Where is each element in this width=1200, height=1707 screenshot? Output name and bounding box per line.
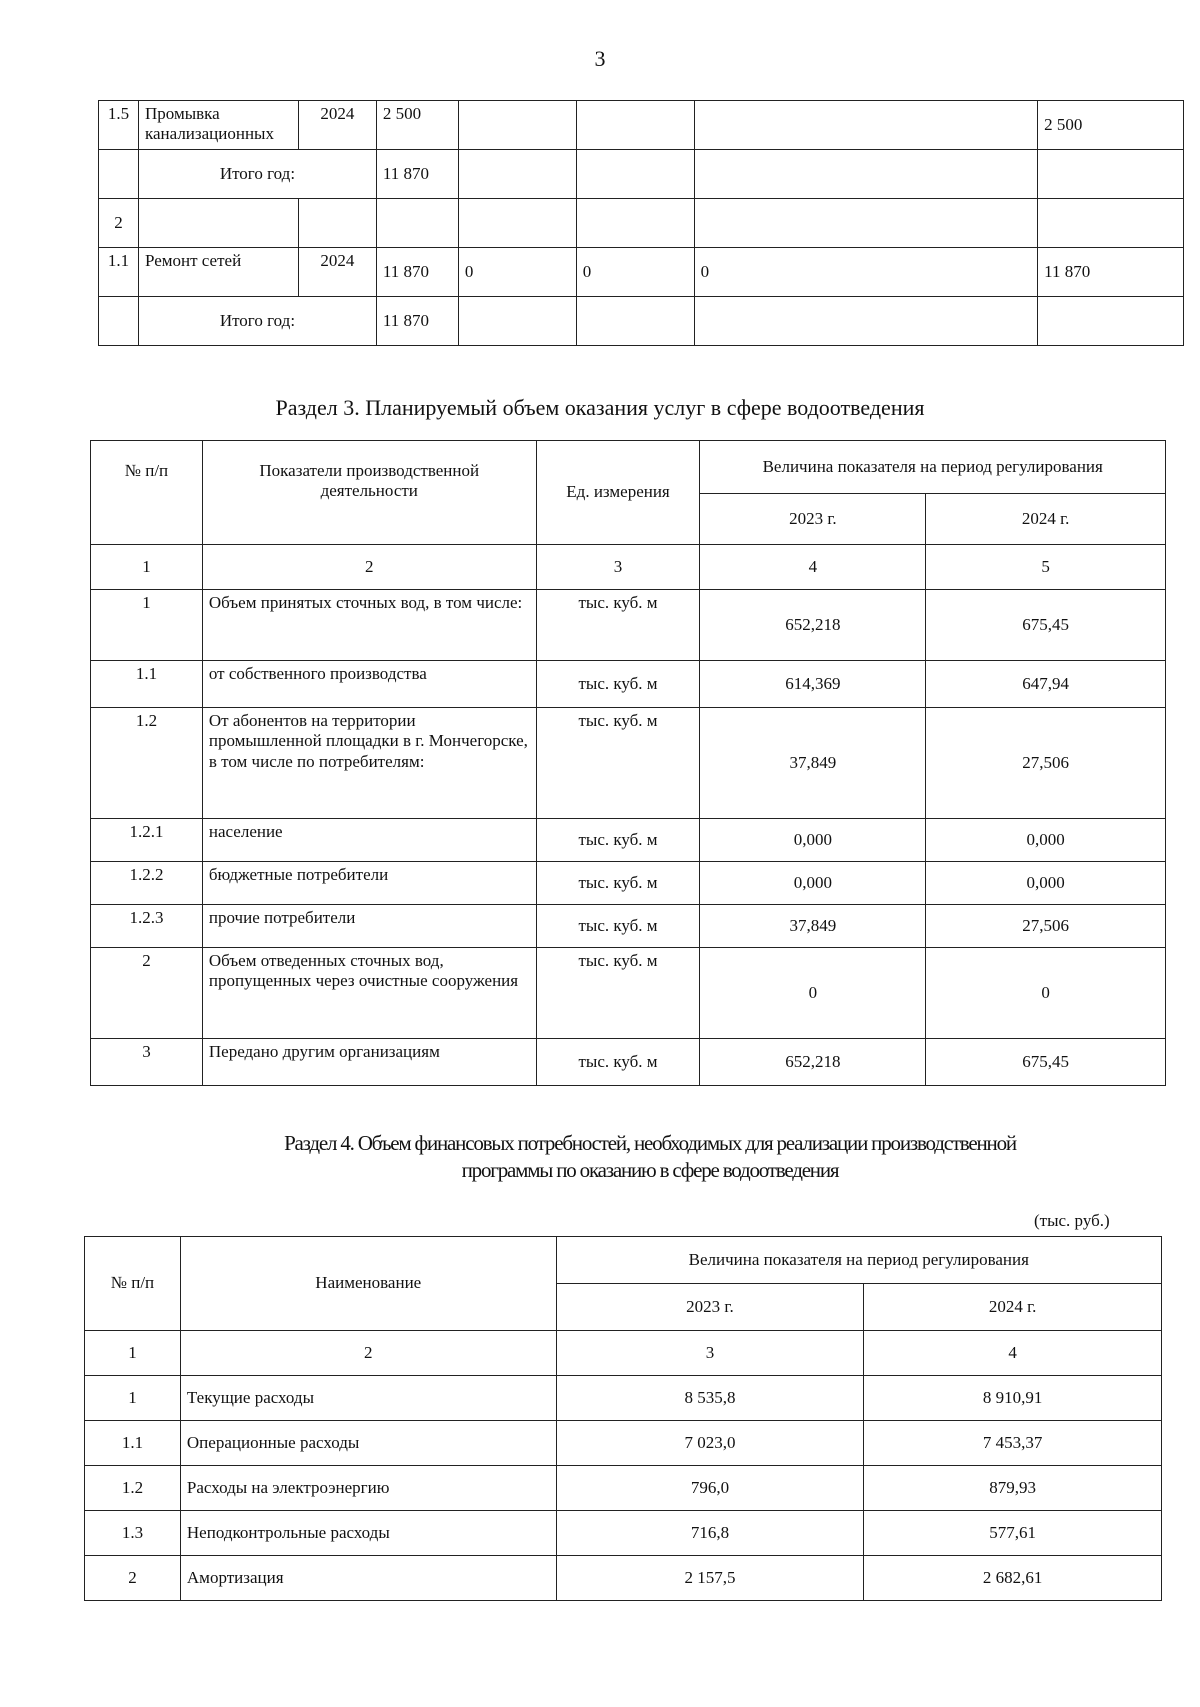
section-3-table [90, 440, 1166, 1086]
unit-cell: тыс. куб. м [536, 1039, 700, 1086]
year-cell: 2024 [298, 248, 376, 297]
table-row [91, 948, 1166, 1039]
col-number: 3 [556, 1331, 864, 1376]
empty-cell [576, 199, 694, 248]
value-cell: 11 870 [1038, 248, 1184, 297]
value-2024: 27,506 [926, 905, 1166, 948]
indicator-name: бюджетные потребители [202, 862, 536, 905]
value-cell [576, 101, 694, 150]
value-2023: 37,849 [700, 708, 926, 819]
table-row [85, 1556, 1162, 1601]
row-number: 1.1 [99, 248, 139, 297]
unit-cell: тыс. куб. м [536, 661, 700, 708]
col-number: 4 [700, 545, 926, 590]
row-number: 1.2.3 [91, 905, 203, 948]
section-4-title [150, 1130, 1150, 1185]
table-row [99, 297, 1184, 346]
expense-name: Неподконтрольные расходы [180, 1511, 556, 1556]
col-number: 2 [202, 545, 536, 590]
value-2023: 7 023,0 [556, 1421, 864, 1466]
value-2024: 0 [926, 948, 1166, 1039]
row-number: 1 [91, 590, 203, 661]
program-continuation-table [98, 100, 1184, 346]
section-4-title-line-1: Раздел 4. Объем финансовых потребностей, необходимых для реализации производственной [284, 1131, 1016, 1155]
subtotal-label: Итого год: [138, 297, 376, 346]
value-2024: 0,000 [926, 819, 1166, 862]
col-number: 3 [536, 545, 700, 590]
value-2023: 0 [700, 948, 926, 1039]
value-cell: 0 [576, 248, 694, 297]
empty-cell [1038, 297, 1184, 346]
table-header-row [91, 441, 1166, 494]
empty-cell [694, 150, 1038, 199]
section-4-table [84, 1236, 1162, 1601]
header-indicator: Показатели производственной деятельности [202, 441, 536, 545]
value-2023: 614,369 [700, 661, 926, 708]
unit-note: (тыс. руб.) [1034, 1211, 1110, 1230]
page-number: 3 [594, 46, 606, 71]
empty-cell [694, 199, 1038, 248]
value-cell: 2 500 [1038, 101, 1184, 150]
row-number: 1.2.1 [91, 819, 203, 862]
row-number: 1.2 [85, 1466, 181, 1511]
empty-cell [99, 297, 139, 346]
value-2024: 675,45 [926, 590, 1166, 661]
table-row [91, 708, 1166, 819]
empty-cell [1038, 150, 1184, 199]
value-2023: 796,0 [556, 1466, 864, 1511]
indicator-name: От абонентов на территории промышленной площадки в г. Мончегорске, в том числе по потребителям: [202, 708, 536, 819]
table-row [99, 199, 1184, 248]
row-number: 1 [85, 1376, 181, 1421]
total-cell: 2 500 [376, 101, 458, 150]
header-year-2023: 2023 г. [556, 1284, 864, 1331]
value-cell: 0 [458, 248, 576, 297]
row-number: 2 [91, 948, 203, 1039]
empty-cell [298, 199, 376, 248]
value-2023: 0,000 [700, 819, 926, 862]
subtotal-value: 11 870 [376, 297, 458, 346]
table-row [91, 661, 1166, 708]
value-2023: 652,218 [700, 1039, 926, 1086]
value-2023: 2 157,5 [556, 1556, 864, 1601]
empty-cell [138, 199, 298, 248]
value-2024: 2 682,61 [864, 1556, 1162, 1601]
measure-name: Промывка канализационных [138, 101, 298, 150]
unit-cell: тыс. куб. м [536, 905, 700, 948]
empty-cell [458, 199, 576, 248]
row-number: 2 [85, 1556, 181, 1601]
empty-cell [458, 297, 576, 346]
value-2024: 675,45 [926, 1039, 1166, 1086]
col-number: 1 [85, 1331, 181, 1376]
column-number-row [91, 545, 1166, 590]
value-2024: 647,94 [926, 661, 1166, 708]
col-number: 5 [926, 545, 1166, 590]
row-number: 1.3 [85, 1511, 181, 1556]
table-row [85, 1466, 1162, 1511]
row-number: 3 [91, 1039, 203, 1086]
empty-cell [576, 150, 694, 199]
row-number: 1.1 [91, 661, 203, 708]
row-number: 2 [99, 199, 139, 248]
empty-cell [99, 150, 139, 199]
header-name: Наименование [180, 1237, 556, 1331]
measure-name: Ремонт сетей [138, 248, 298, 297]
table-row [85, 1376, 1162, 1421]
empty-cell [694, 297, 1038, 346]
year-cell: 2024 [298, 101, 376, 150]
subtotal-value: 11 870 [376, 150, 458, 199]
value-2023: 0,000 [700, 862, 926, 905]
value-2023: 716,8 [556, 1511, 864, 1556]
unit-cell: тыс. куб. м [536, 590, 700, 661]
value-2024: 0,000 [926, 862, 1166, 905]
header-period: Величина показателя на период регулирования [556, 1237, 1161, 1284]
column-number-row [85, 1331, 1162, 1376]
row-number: 1.2.2 [91, 862, 203, 905]
header-year-2023: 2023 г. [700, 494, 926, 545]
value-2023: 37,849 [700, 905, 926, 948]
header-num: № п/п [91, 441, 203, 545]
header-num: № п/п [85, 1237, 181, 1331]
expense-name: Амортизация [180, 1556, 556, 1601]
row-number: 1.2 [91, 708, 203, 819]
value-2023: 652,218 [700, 590, 926, 661]
unit-cell: тыс. куб. м [536, 819, 700, 862]
unit-cell: тыс. куб. м [536, 708, 700, 819]
section-3-title: Раздел 3. Планируемый объем оказания услуг в сфере водоотведения [275, 395, 925, 420]
table-row [91, 862, 1166, 905]
subtotal-label: Итого год: [138, 150, 376, 199]
table-row [85, 1511, 1162, 1556]
value-2024: 27,506 [926, 708, 1166, 819]
table-row [85, 1421, 1162, 1466]
unit-cell: тыс. куб. м [536, 862, 700, 905]
section-4-title-line-2: программы по оказанию в сфере водоотведения [461, 1158, 839, 1183]
value-2024: 879,93 [864, 1466, 1162, 1511]
value-cell [458, 101, 576, 150]
indicator-name: прочие потребители [202, 905, 536, 948]
header-unit: Ед. измерения [536, 441, 700, 545]
empty-cell [458, 150, 576, 199]
header-year-2024: 2024 г. [926, 494, 1166, 545]
col-number: 4 [864, 1331, 1162, 1376]
value-2024: 7 453,37 [864, 1421, 1162, 1466]
total-cell: 11 870 [376, 248, 458, 297]
indicator-name: Объем принятых сточных вод, в том числе: [202, 590, 536, 661]
table-row [91, 905, 1166, 948]
table-row [91, 1039, 1166, 1086]
indicator-name: Объем отведенных сточных вод, пропущенных через очистные сооружения [202, 948, 536, 1039]
empty-cell [576, 297, 694, 346]
col-number: 1 [91, 545, 203, 590]
unit-cell: тыс. куб. м [536, 948, 700, 1039]
table-row [99, 101, 1184, 150]
value-2023: 8 535,8 [556, 1376, 864, 1421]
table-row [99, 150, 1184, 199]
table-header-row [85, 1237, 1162, 1284]
value-cell [694, 101, 1038, 150]
header-year-2024: 2024 г. [864, 1284, 1162, 1331]
row-number: 1.5 [99, 101, 139, 150]
table-row [99, 248, 1184, 297]
indicator-name: Передано другим организациям [202, 1039, 536, 1086]
value-cell: 0 [694, 248, 1038, 297]
col-number: 2 [180, 1331, 556, 1376]
header-period: Величина показателя на период регулирования [700, 441, 1166, 494]
value-2024: 8 910,91 [864, 1376, 1162, 1421]
empty-cell [376, 199, 458, 248]
expense-name: Расходы на электроэнергию [180, 1466, 556, 1511]
empty-cell [1038, 199, 1184, 248]
row-number: 1.1 [85, 1421, 181, 1466]
expense-name: Текущие расходы [180, 1376, 556, 1421]
table-row [91, 819, 1166, 862]
indicator-name: от собственного производства [202, 661, 536, 708]
expense-name: Операционные расходы [180, 1421, 556, 1466]
value-2024: 577,61 [864, 1511, 1162, 1556]
table-row [91, 590, 1166, 661]
indicator-name: население [202, 819, 536, 862]
